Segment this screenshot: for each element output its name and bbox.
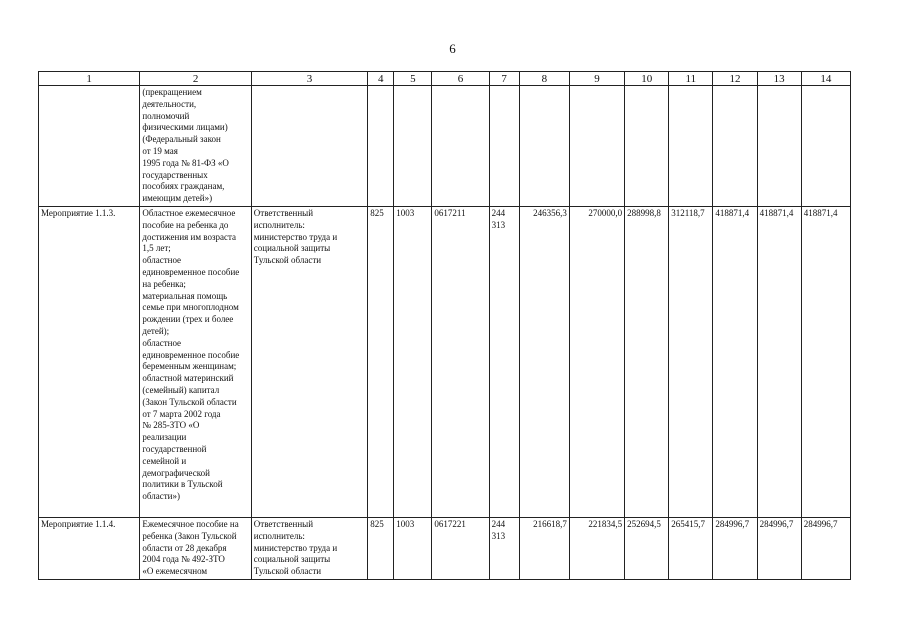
cell-line: Областное ежемесячное (142, 207, 236, 218)
cell-line: 1995 года № 81-ФЗ «О (142, 157, 229, 168)
cell-line: государственных (142, 169, 208, 180)
amount-col-9-cell: 221834,5 (569, 517, 624, 579)
executor-cell (251, 86, 367, 207)
amount-col-10-cell: 288998,8 (625, 206, 669, 517)
page-number: 6 (449, 41, 456, 56)
header-cell-1: 1 (39, 72, 140, 86)
code-section-cell: 1003 (394, 517, 432, 579)
header-cell-2: 2 (140, 72, 251, 86)
amount-col-9-cell: 270000,0 (569, 206, 624, 517)
amount-col-8-cell: 246356,3 (519, 206, 569, 517)
cell-line: «О ежемесячном (142, 566, 208, 577)
code-ministry-cell: 825 (368, 206, 394, 517)
header-cell-14: 14 (801, 72, 850, 86)
header-cell-7: 7 (489, 72, 519, 86)
table-row (39, 206, 851, 517)
header-row (39, 72, 851, 86)
code-ministry-cell: 825 (368, 517, 394, 579)
cell-line: 244 (491, 207, 506, 218)
amount-col-11-cell (669, 86, 713, 207)
header-cell-13: 13 (757, 72, 801, 86)
cell-line: 2004 года № 492-ЗТО (142, 554, 225, 565)
code-section-cell (394, 86, 432, 207)
code-target-cell: 0617221 (432, 517, 489, 579)
amount-col-13-cell: 418871,4 (757, 206, 801, 517)
cell-line: министерство труда и (253, 231, 338, 242)
cell-line: беременным женщинам; (142, 361, 237, 372)
cell-line: 313 (491, 219, 506, 230)
amount-col-10-cell: 252694,5 (625, 517, 669, 579)
table-row (39, 517, 851, 579)
header-cell-10: 10 (625, 72, 669, 86)
amount-col-13-cell (757, 86, 801, 207)
cell-line: политики в Тульской (142, 479, 223, 490)
cell-line: достижения им возраста (142, 231, 237, 242)
cell-line: 244 (491, 518, 506, 529)
cell-line: социальной защиты (253, 554, 331, 565)
cell-line: пособие на ребенка до (142, 219, 229, 230)
cell-line: единовременное пособие (142, 266, 240, 277)
cell-line: исполнитель: (253, 530, 305, 541)
amount-col-14-cell: 418871,4 (801, 206, 850, 517)
cell-line: физическими лицами) (142, 122, 228, 133)
cell-line: области») (142, 491, 180, 502)
table-row (39, 86, 851, 207)
cell-line: государственной (142, 443, 207, 454)
cell-line: Ежемесячное пособие на (142, 518, 239, 529)
header-cell-5: 5 (394, 72, 432, 86)
amount-col-8-cell: 216618,7 (519, 517, 569, 579)
cell-line: материальная помощь (142, 290, 228, 301)
cell-line: № 285-ЗТО «О (142, 420, 200, 431)
cell-line: деятельности, (142, 98, 197, 109)
amount-col-11-cell: 312118,7 (669, 206, 713, 517)
cell-line: министерство труда и (253, 542, 338, 553)
cell-line: на ребенка; (142, 278, 186, 289)
cell-line: Ответственный (253, 518, 314, 529)
cell-line: семейной и (142, 455, 187, 466)
measure-name-cell: Мероприятие 1.1.4. (39, 517, 140, 579)
cell-line: (прекращением (142, 87, 202, 97)
cell-line: Тульской области (253, 255, 322, 266)
cell-line: полномочий (142, 110, 190, 121)
header-cell-12: 12 (713, 72, 757, 86)
budget-table (38, 71, 851, 580)
amount-col-8-cell (519, 86, 569, 207)
code-section-cell: 1003 (394, 206, 432, 517)
amount-col-13-cell: 284996,7 (757, 517, 801, 579)
cell-line: от 19 мая (142, 145, 178, 156)
code-target-cell: 0617211 (432, 206, 489, 517)
header-cell-4: 4 (368, 72, 394, 86)
amount-col-14-cell (801, 86, 850, 207)
cell-line: исполнитель: (253, 219, 305, 230)
amount-col-12-cell: 284996,7 (713, 517, 757, 579)
cell-line: областное (142, 255, 182, 266)
cell-line: реализации (142, 432, 187, 443)
executor-cell (251, 517, 367, 579)
amount-col-12-cell (713, 86, 757, 207)
code-ministry-cell (368, 86, 394, 207)
cell-line: (Федеральный закон (142, 134, 221, 145)
cell-line: от 7 марта 2002 года (142, 408, 221, 419)
amount-col-10-cell (625, 86, 669, 207)
code-target-cell (432, 86, 489, 207)
cell-line: пособиях гражданам, (142, 181, 225, 192)
cell-line: Ответственный (253, 207, 314, 218)
measure-name-cell: Мероприятие 1.1.3. (39, 206, 140, 517)
code-expense-type-cell (489, 86, 519, 207)
measure-description-cell (140, 517, 251, 579)
header-cell-8: 8 (519, 72, 569, 86)
amount-col-12-cell: 418871,4 (713, 206, 757, 517)
header-cell-11: 11 (669, 72, 713, 86)
cell-line: 313 (491, 530, 506, 541)
cell-line: социальной защиты (253, 243, 331, 254)
header-cell-9: 9 (569, 72, 624, 86)
cell-line: демографической (142, 467, 210, 478)
measure-name-cell (39, 86, 140, 207)
cell-line: (семейный) капитал (142, 384, 220, 395)
measure-description-cell (140, 86, 251, 207)
amount-col-9-cell (569, 86, 624, 207)
cell-line: детей); (142, 325, 170, 336)
cell-line: ребенка (Закон Тульской (142, 530, 237, 541)
cell-line: рождении (трех и более (142, 314, 234, 325)
measure-description-cell (140, 206, 251, 517)
cell-line: имеющим детей») (142, 193, 213, 204)
header-cell-3: 3 (251, 72, 367, 86)
code-expense-type-cell (489, 206, 519, 517)
code-expense-type-cell (489, 517, 519, 579)
amount-col-11-cell: 265415,7 (669, 517, 713, 579)
cell-line: Тульской области (253, 566, 322, 577)
cell-line: единовременное пособие (142, 349, 240, 360)
executor-cell (251, 206, 367, 517)
cell-line: области от 28 декабря (142, 542, 227, 553)
cell-line: областное (142, 337, 182, 348)
cell-line: 1,5 лет; (142, 243, 171, 254)
amount-col-14-cell: 284996,7 (801, 517, 850, 579)
cell-line: семье при многоплодном (142, 302, 239, 313)
cell-line: (Закон Тульской области (142, 396, 237, 407)
header-cell-6: 6 (432, 72, 489, 86)
cell-line: областной материнский (142, 373, 234, 384)
